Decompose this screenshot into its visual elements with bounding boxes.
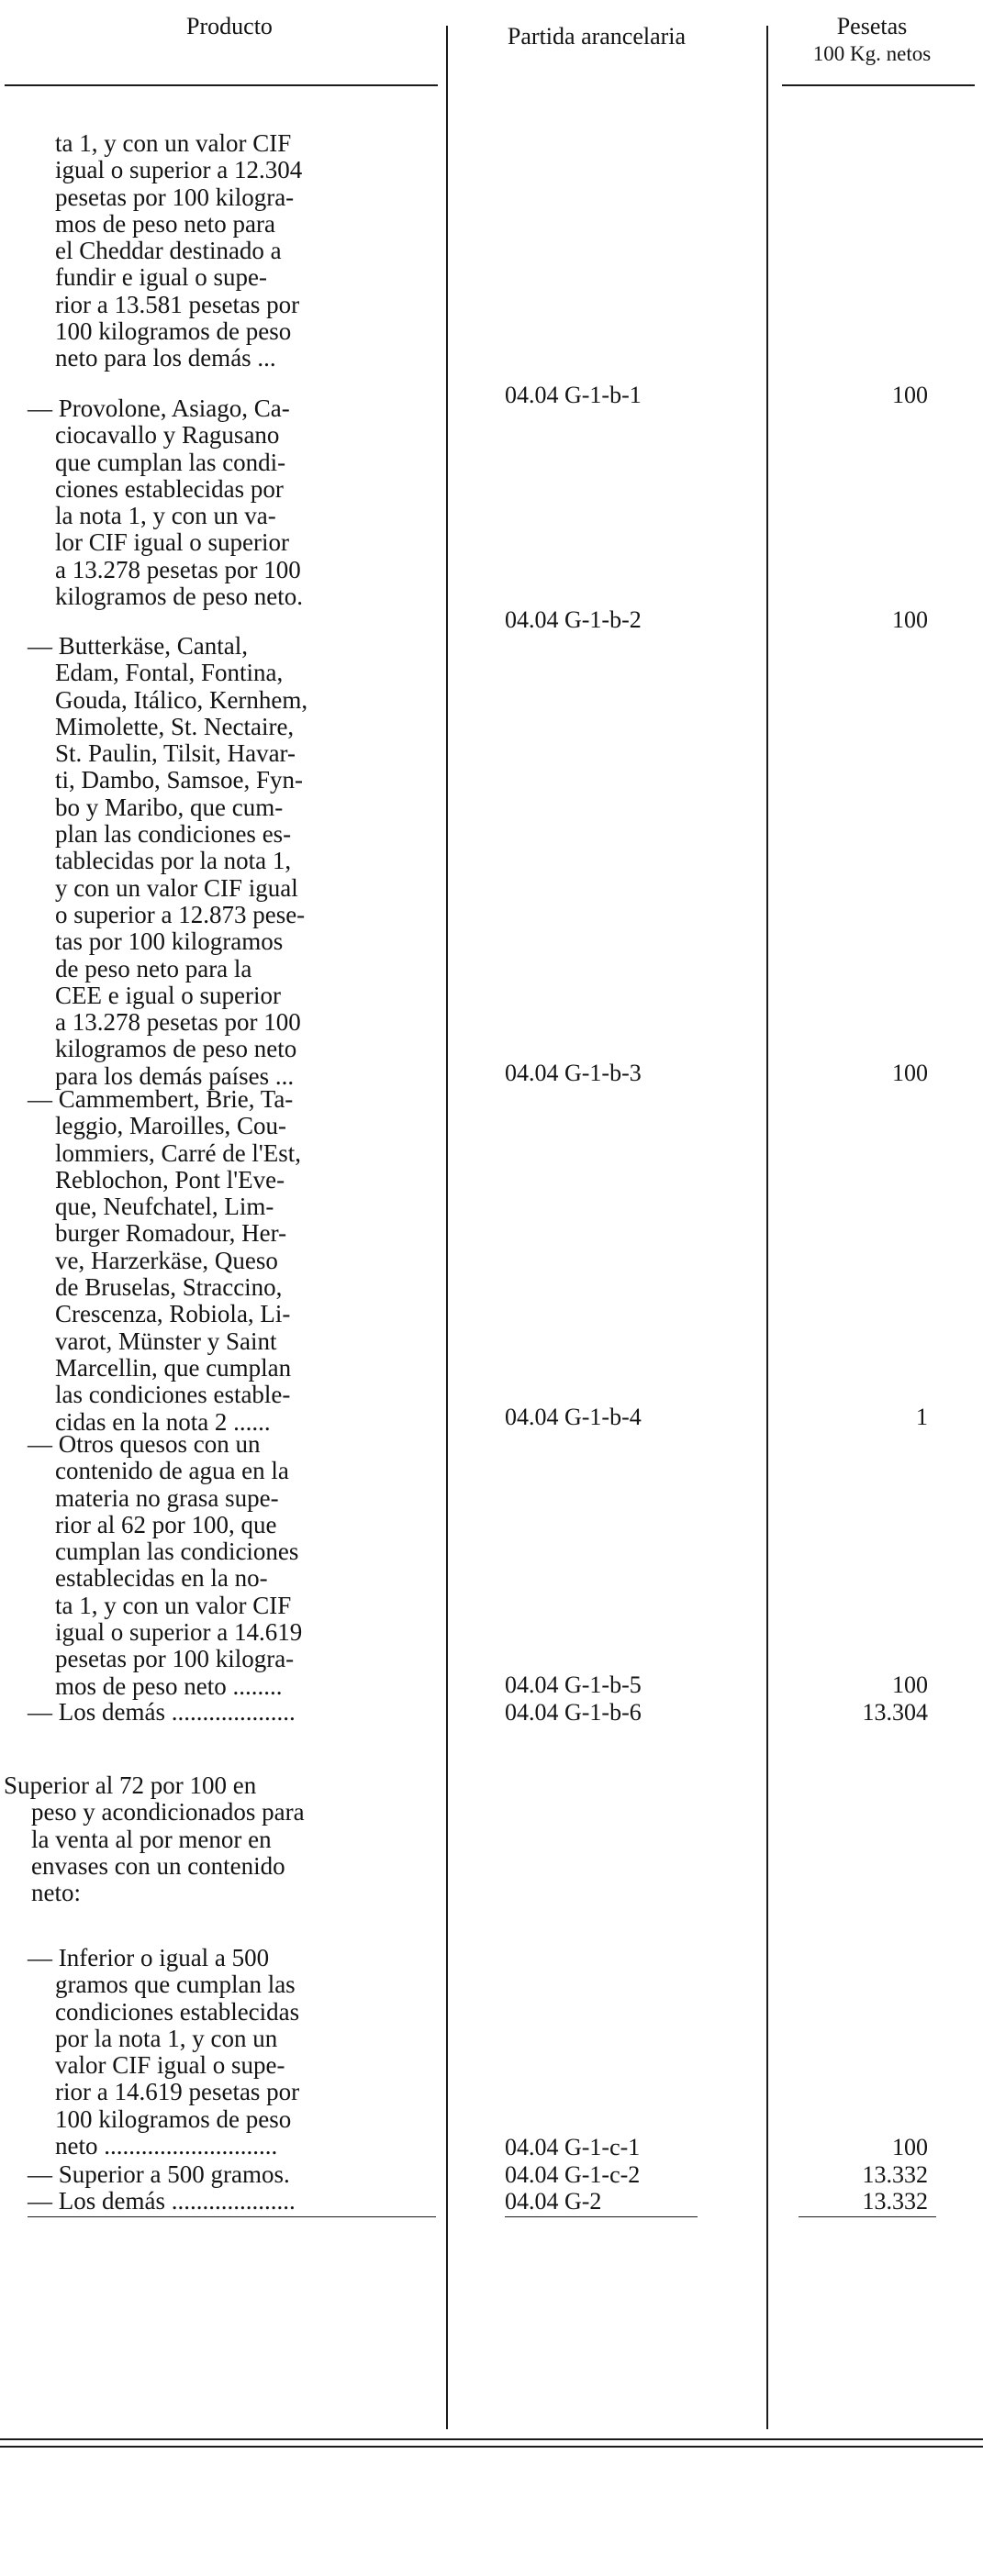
text-line: pesetas por 100 kilogra-: [55, 1645, 295, 1673]
tariff-code-1: 04.04 G-1-b-1: [505, 382, 642, 408]
tariff-code-6: 04.04 G-1-b-6: [505, 1699, 642, 1726]
text-line: igual o superior a 14.619: [55, 1618, 303, 1647]
text-line: Gouda, Itálico, Kernhem,: [55, 685, 308, 714]
tariff-code-8: 04.04 G-1-c-1: [505, 2134, 641, 2160]
text-line: que, Neufchatel, Lim-: [55, 1193, 274, 1221]
pesetas-value-1: 100: [892, 382, 928, 408]
pesetas-value-5: 100: [892, 1671, 928, 1698]
tariff-code-3: 04.04 G-1-b-3: [505, 1060, 642, 1086]
header-rule-pesetas: [782, 84, 975, 86]
text-line: mos de peso neto para: [55, 209, 275, 238]
bottom-rule-1: [0, 2438, 983, 2440]
text-line: neto:: [31, 1879, 81, 1907]
column-divider-1: [446, 26, 448, 2429]
text-line: rior a 13.581 pesetas por: [55, 290, 300, 318]
text-line: Mimolette, St. Nectaire,: [55, 712, 295, 740]
text-line: gramos que cumplan las: [55, 1971, 296, 1999]
text-line: la nota 1, y con un va-: [55, 502, 276, 530]
text-line: Crescenza, Robiola, Li-: [55, 1300, 291, 1328]
text-line: y con un valor CIF igual: [55, 873, 298, 902]
text-line: ciocavallo y Ragusano: [55, 421, 280, 450]
text-line: que cumplan las condi-: [55, 448, 286, 476]
text-line: lor CIF igual o superior: [55, 528, 289, 557]
text-line: contenido de agua en la: [55, 1457, 289, 1485]
header-product: Producto: [186, 13, 273, 39]
text-line: Reblochon, Pont l'Eve-: [55, 1165, 285, 1194]
text-line: pesetas por 100 kilogra-: [55, 183, 295, 211]
product-text-6: [28, 1699, 296, 1726]
text-line: neto ............................: [55, 2132, 278, 2160]
product-text-5: [28, 1431, 302, 1700]
text-line: St. Paulin, Tilsit, Havar-: [55, 739, 296, 768]
pesetas-value-4: 1: [916, 1404, 928, 1430]
text-line: cidas en la nota 2 ......: [55, 1407, 271, 1436]
text-line: 100 kilogramos de peso: [55, 2104, 292, 2133]
text-line: lommiers, Carré de l'Est,: [55, 1138, 302, 1167]
text-line: valor CIF igual o supe-: [55, 2051, 285, 2080]
header-partida: Partida arancelaria: [507, 23, 687, 50]
product-text-1: [55, 130, 302, 372]
text-line: ve, Harzerkäse, Queso: [55, 1246, 278, 1274]
text-line: neto para los demás ...: [55, 344, 276, 372]
text-line: establecidas en la no-: [55, 1564, 268, 1593]
text-line: rior al 62 por 100, que: [55, 1510, 277, 1538]
text-line: CEE e igual o superior: [55, 981, 281, 1009]
product-text-10: [28, 2188, 296, 2215]
header-pesetas-line2: 100 Kg. netos: [812, 42, 932, 65]
text-line: bo y Maribo, que cum-: [55, 793, 284, 821]
pesetas-value-9: 13.332: [862, 2161, 928, 2188]
product-text-8: [28, 1945, 299, 2160]
row-rule-code: [505, 2216, 698, 2217]
text-line: de peso neto para la: [55, 954, 252, 983]
product-text-2: [28, 395, 303, 610]
text-line: leggio, Maroilles, Cou-: [55, 1112, 286, 1140]
text-line: ta 1, y con un valor CIF: [55, 1591, 292, 1619]
text-line: kilogramos de peso neto: [55, 1035, 297, 1063]
header-pesetas: [771, 13, 973, 68]
text-line: la venta al por menor en: [31, 1825, 272, 1853]
header-rule-product: [5, 84, 438, 86]
text-line: ta 1, y con un valor CIF: [55, 129, 292, 157]
row-rule-value: [799, 2216, 936, 2217]
product-text-7: [4, 1772, 305, 1906]
text-line: ti, Dambo, Samsoe, Fyn-: [55, 766, 303, 794]
text-line: 100 kilogramos de peso: [55, 317, 292, 346]
text-line: el Cheddar destinado a: [55, 237, 282, 265]
text-line: plan las condiciones es-: [55, 820, 292, 849]
text-line: — Cammembert, Brie, Ta-: [28, 1085, 294, 1113]
text-line: kilogramos de peso neto.: [55, 583, 303, 611]
tariff-code-10: 04.04 G-2: [505, 2188, 602, 2215]
text-line: por la nota 1, y con un: [55, 2024, 278, 2052]
text-line: ciones establecidas por: [55, 474, 284, 503]
text-line: varot, Münster y Saint: [55, 1327, 277, 1355]
text-line: — Provolone, Asiago, Ca-: [28, 394, 290, 422]
text-line: tas por 100 kilogramos: [55, 927, 284, 956]
pesetas-value-6: 13.304: [862, 1699, 928, 1726]
text-line: Marcellin, que cumplan: [55, 1353, 292, 1382]
bottom-rule-2: [0, 2446, 983, 2448]
text-line: — Otros quesos con un: [28, 1430, 261, 1458]
text-line: rior a 14.619 pesetas por: [55, 2078, 300, 2106]
text-line: — Los demás ....................: [28, 2187, 296, 2215]
text-line: — Los demás ....................: [28, 1698, 296, 1726]
text-line: condiciones establecidas: [55, 1997, 300, 2026]
text-line: mos de peso neto ........: [55, 1671, 283, 1700]
text-line: para los demás países ...: [55, 1061, 295, 1090]
pesetas-value-3: 100: [892, 1060, 928, 1086]
product-text-9: [28, 2161, 290, 2188]
text-line: — Superior a 500 gramos.: [28, 2160, 290, 2188]
pesetas-value-8: 100: [892, 2134, 928, 2160]
product-text-4: [28, 1086, 301, 1436]
row-rule-product: [28, 2216, 436, 2217]
text-line: envases con un contenido: [31, 1851, 285, 1880]
pesetas-value-10: 13.332: [862, 2188, 928, 2215]
text-line: — Inferior o igual a 500: [28, 1944, 270, 1971]
header-pesetas-line1: Pesetas: [836, 13, 908, 39]
text-line: Edam, Fontal, Fontina,: [55, 659, 284, 687]
text-line: a 13.278 pesetas por 100: [55, 1008, 301, 1037]
text-line: peso y acondicionados para: [31, 1798, 305, 1827]
product-text-3: [28, 633, 307, 1090]
text-line: tablecidas por la nota 1,: [55, 847, 292, 875]
text-line: fundir e igual o supe-: [55, 263, 267, 292]
column-divider-2: [766, 26, 768, 2429]
tariff-code-4: 04.04 G-1-b-4: [505, 1404, 642, 1430]
text-line: — Butterkäse, Cantal,: [28, 632, 248, 660]
text-line: o superior a 12.873 pese-: [55, 900, 306, 928]
tariff-code-2: 04.04 G-1-b-2: [505, 606, 642, 633]
tariff-code-5: 04.04 G-1-b-5: [505, 1671, 642, 1698]
text-line: igual o superior a 12.304: [55, 156, 303, 184]
text-line: las condiciones estable-: [55, 1381, 291, 1409]
text-line: Superior al 72 por 100 en: [4, 1771, 257, 1799]
text-line: de Bruselas, Straccino,: [55, 1273, 283, 1302]
text-line: burger Romadour, Her-: [55, 1219, 287, 1248]
tariff-code-9: 04.04 G-1-c-2: [505, 2161, 641, 2188]
pesetas-value-2: 100: [892, 606, 928, 633]
text-line: a 13.278 pesetas por 100: [55, 555, 301, 583]
text-line: cumplan las condiciones: [55, 1538, 299, 1566]
text-line: materia no grasa supe-: [55, 1483, 279, 1512]
